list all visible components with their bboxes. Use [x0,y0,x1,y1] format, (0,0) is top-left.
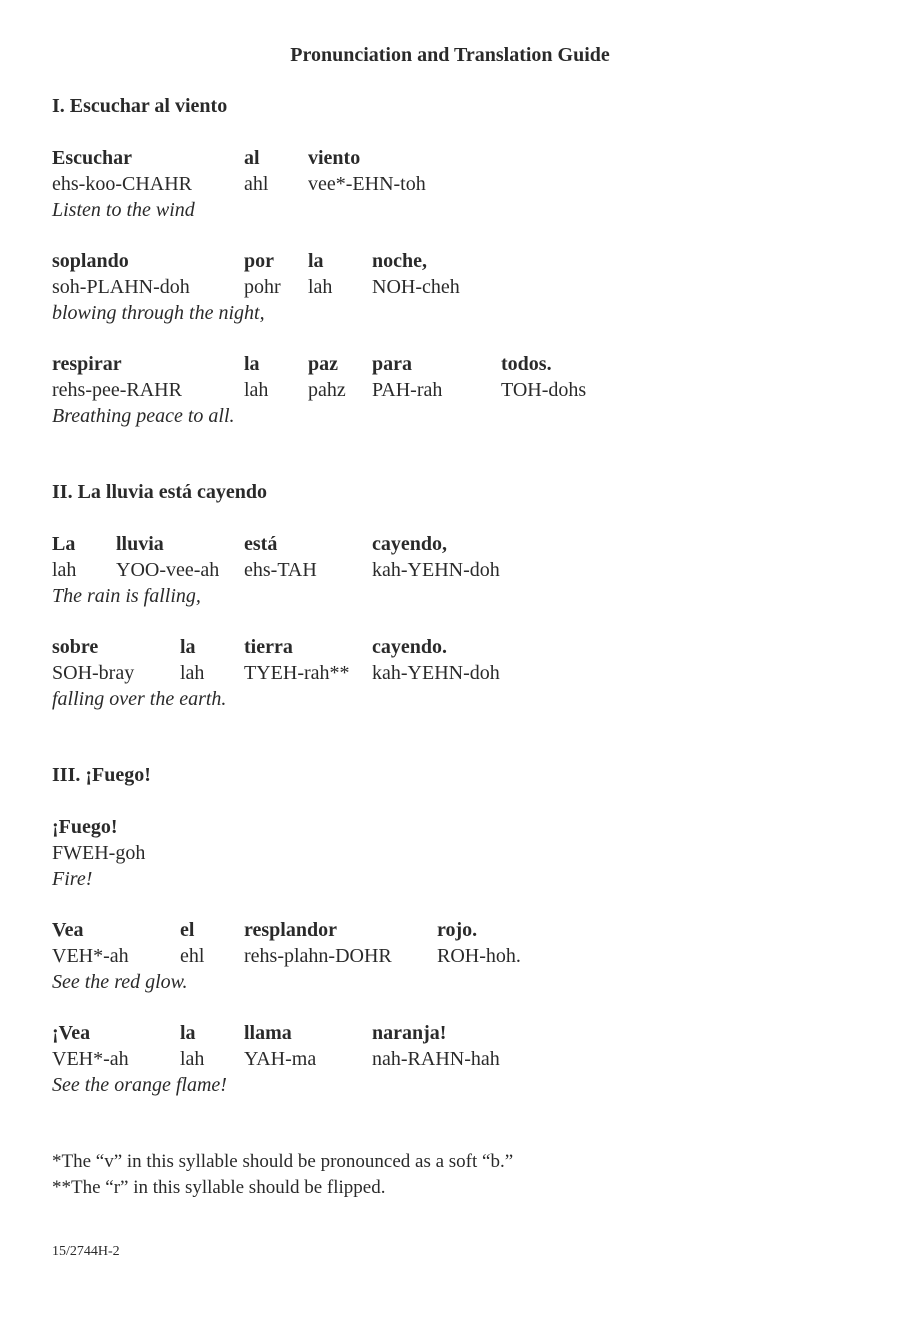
lyric-word: viento [308,147,361,169]
page-title: Pronunciation and Translation Guide [290,44,610,66]
footnote-1: *The “v” in this syllable should be pronounced as a soft “b.” [52,1151,514,1172]
lyric-word: rojo. [437,919,478,941]
footnote-2: **The “r” in this syllable should be flipped. [52,1177,386,1198]
lyric-word: para [372,353,412,375]
pronunciation: lah [180,1048,205,1070]
lyric-word: está [244,533,278,555]
translation: Breathing peace to all. [52,405,235,427]
lyric-word: llama [244,1022,292,1044]
lyric-word: ¡Fuego! [52,816,118,838]
lyric-word: la [244,353,260,375]
translation: falling over the earth. [52,688,227,710]
pronunciation: ehs-TAH [244,559,317,581]
lyric-word: resplandor [244,919,337,941]
translation: Fire! [52,868,93,890]
lyric-word: tierra [244,636,293,658]
pronunciation: rehs-plahn-DOHR [244,945,392,967]
pronunciation: lah [180,662,205,684]
pronunciation: nah-RAHN-hah [372,1048,500,1070]
page-code: 15/2744H-2 [52,1244,120,1259]
section-heading-1: I. Escuchar al viento [52,95,228,117]
lyric-word: al [244,147,260,169]
pronunciation: ahl [244,173,269,195]
lyric-word: sobre [52,636,99,658]
lyric-word: por [244,250,274,272]
lyric-word: la [180,636,196,658]
lyric-word: soplando [52,250,129,272]
translation: The rain is falling, [52,585,201,607]
lyric-word: el [180,919,195,941]
pronunciation: TYEH-rah** [244,662,350,684]
pronunciation: kah-YEHN-doh [372,559,500,581]
pronunciation: pohr [244,276,281,298]
translation: Listen to the wind [52,199,195,221]
pronunciation: YAH-ma [244,1048,317,1070]
lyric-word: cayendo, [372,533,447,555]
lyric-word: respirar [52,353,122,375]
lyric-word: lluvia [116,533,164,555]
lyric-word: Escuchar [52,147,132,169]
translation: See the red glow. [52,971,188,993]
pronunciation: lah [244,379,269,401]
pronunciation: rehs-pee-RAHR [52,379,182,401]
pronunciation: SOH-bray [52,662,135,684]
pronunciation: pahz [308,379,346,401]
pronunciation: soh-PLAHN-doh [52,276,190,298]
pronunciation: ehl [180,945,205,967]
pronunciation: TOH-dohs [501,379,587,401]
lyric-word: naranja! [372,1022,447,1044]
pronunciation: vee*-EHN-toh [308,173,426,195]
pronunciation: PAH-rah [372,379,443,401]
pronunciation: VEH*-ah [52,1048,129,1070]
lyric-word: la [180,1022,196,1044]
lyric-word: la [308,250,324,272]
pronunciation: YOO-vee-ah [116,559,220,581]
pronunciation: lah [308,276,333,298]
lyric-word: Vea [52,919,84,941]
translation: blowing through the night, [52,302,265,324]
section-heading-3: III. ¡Fuego! [52,764,151,786]
lyric-word: cayendo. [372,636,447,658]
pronunciation: ehs-koo-CHAHR [52,173,192,195]
lyric-word: noche, [372,250,427,272]
pronunciation: kah-YEHN-doh [372,662,500,684]
pronunciation: FWEH-goh [52,842,146,864]
section-heading-2: II. La lluvia está cayendo [52,481,268,503]
pronunciation: lah [52,559,77,581]
lyric-word: todos. [501,353,552,375]
lyric-word: ¡Vea [52,1022,91,1044]
lyric-word: La [52,533,76,555]
pronunciation: ROH-hoh. [437,945,521,967]
translation: See the orange flame! [52,1074,227,1096]
pronunciation: VEH*-ah [52,945,129,967]
pronunciation: NOH-cheh [372,276,460,298]
lyric-word: paz [308,353,338,375]
